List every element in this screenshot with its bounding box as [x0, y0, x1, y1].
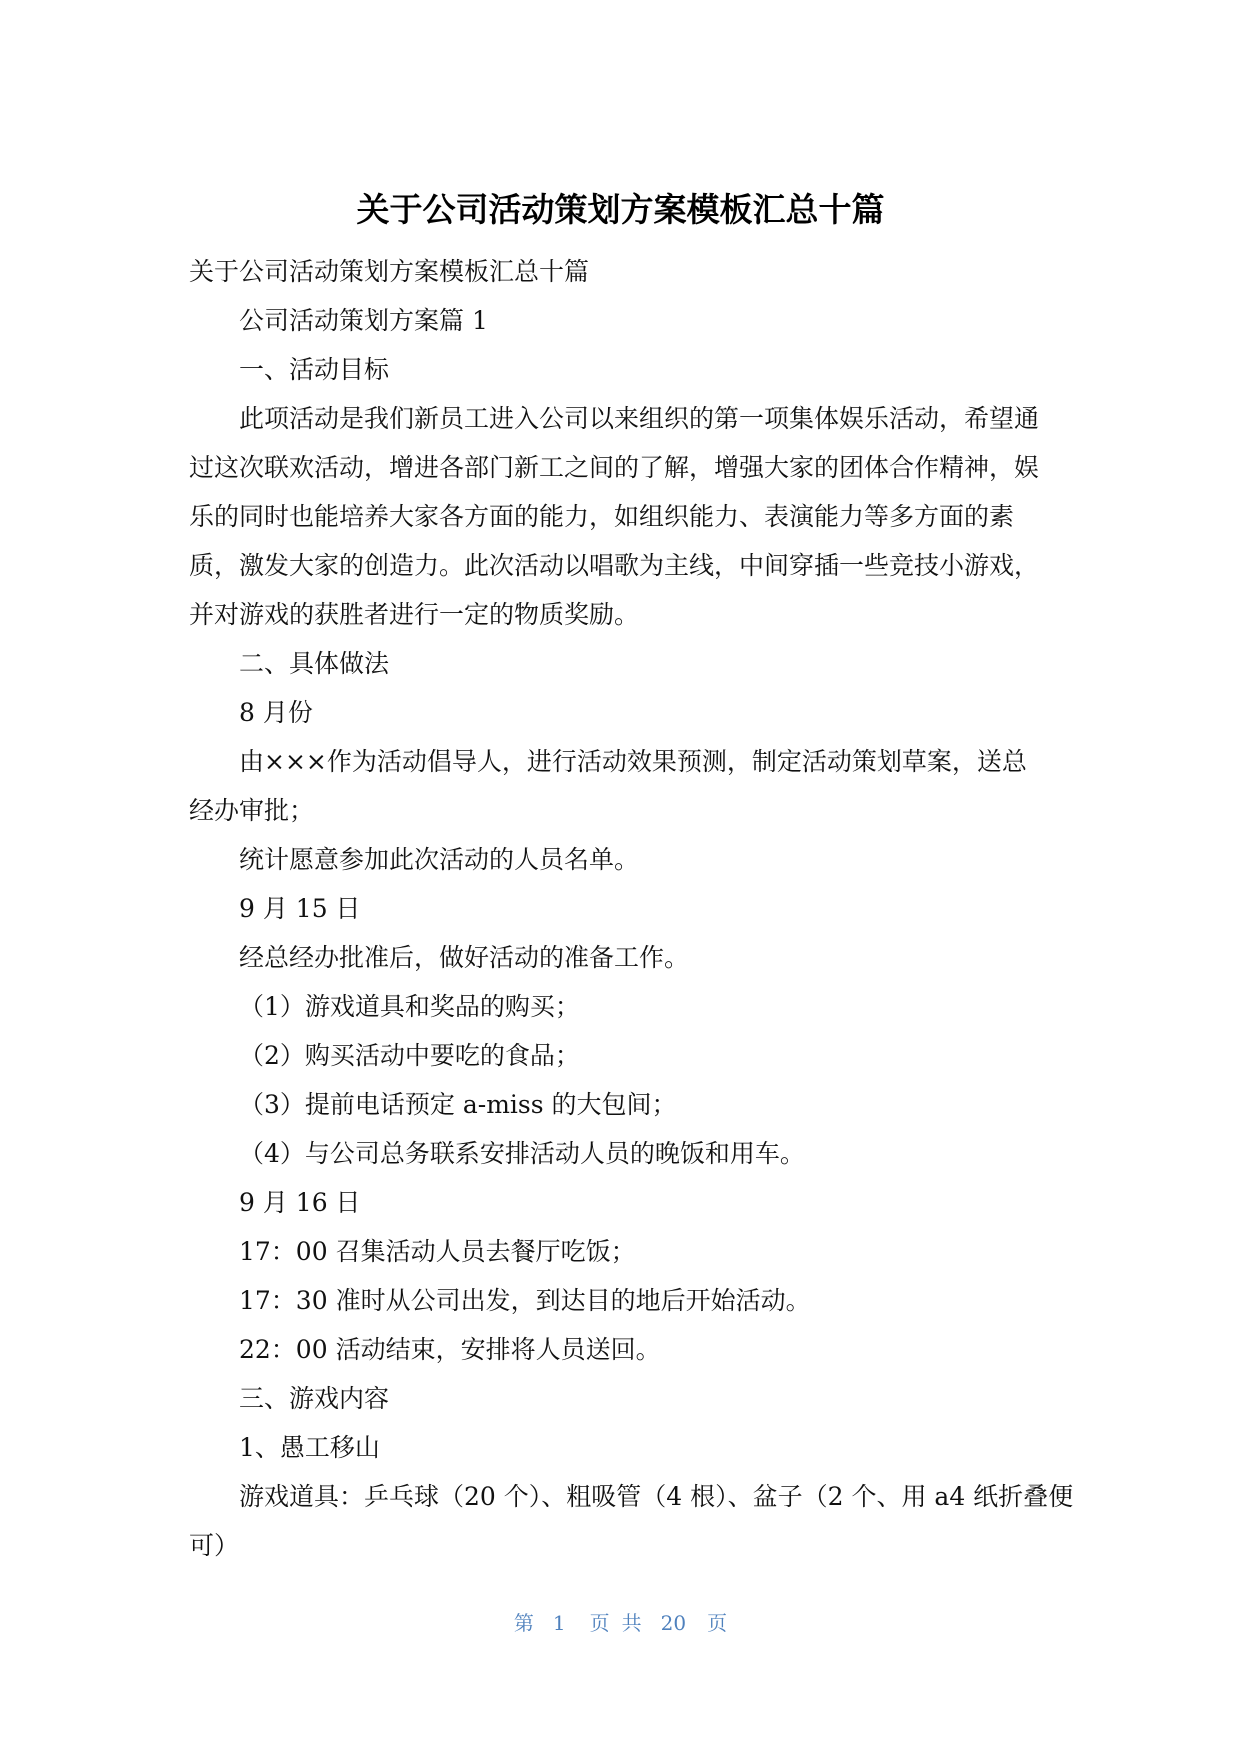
section-heading: 三、游戏内容	[239, 1384, 390, 1413]
footer-total-suffix: 页	[707, 1611, 728, 1635]
paragraph-line: 经总经办批准后，做好活动的准备工作。	[239, 943, 690, 972]
subsection-heading: 1、愚工移山	[239, 1433, 380, 1462]
paragraph-line: 过这次联欢活动，增进各部门新工之间的了解，增强大家的团体合作精神，娱	[189, 453, 1040, 482]
footer-total-prefix: 共	[621, 1611, 642, 1635]
document-subtitle: 关于公司活动策划方案模板汇总十篇	[189, 257, 590, 286]
paragraph-line: 可）	[189, 1531, 240, 1560]
footer-page-word: 页	[589, 1611, 610, 1635]
paragraph-line: 游戏道具：乒乓球（20 个）、粗吸管（4 根）、盆子（2 个、用 a4 纸折叠便	[239, 1482, 1074, 1511]
paragraph-line: 此项活动是我们新员工进入公司以来组织的第一项集体娱乐活动，希望通	[239, 404, 1040, 433]
paragraph-line: 由×××作为活动倡导人，进行活动效果预测，制定活动策划草案，送总	[239, 747, 1027, 776]
paragraph-line: 乐的同时也能培养大家各方面的能力，如组织能力、表演能力等多方面的素	[189, 502, 1015, 531]
page-footer	[0, 1610, 1241, 1636]
paragraph-line: 并对游戏的获胜者进行一定的物质奖励。	[189, 600, 640, 629]
date-line: 9 月 16 日	[239, 1188, 361, 1217]
schedule-line: 22：00 活动结束，安排将人员送回。	[239, 1335, 661, 1364]
list-item: （2）购买活动中要吃的食品；	[239, 1041, 580, 1070]
footer-page-prefix: 第	[513, 1611, 534, 1635]
paragraph-line: 统计愿意参加此次活动的人员名单。	[239, 845, 640, 874]
list-item: （3）提前电话预定 a-miss 的大包间；	[239, 1090, 677, 1119]
paragraph-line: 质，激发大家的创造力。此次活动以唱歌为主线，中间穿插一些竞技小游戏，	[189, 551, 1040, 580]
section-heading: 一、活动目标	[239, 355, 390, 384]
section-heading: 二、具体做法	[239, 649, 390, 678]
list-item: （4）与公司总务联系安排活动人员的晚饭和用车。	[239, 1139, 805, 1168]
footer-total-pages: 20	[660, 1611, 687, 1635]
document-body	[189, 247, 1074, 1570]
list-item: （1）游戏道具和奖品的购买；	[239, 992, 580, 1021]
date-line: 8 月份	[239, 698, 313, 727]
paragraph-line: 经办审批；	[189, 796, 315, 825]
footer-current-page: 1	[552, 1611, 566, 1635]
document-title: 关于公司活动策划方案模板汇总十篇	[356, 191, 885, 228]
chapter-heading: 公司活动策划方案篇 1	[239, 306, 488, 335]
schedule-line: 17：30 准时从公司出发，到达目的地后开始活动。	[239, 1286, 811, 1315]
date-line: 9 月 15 日	[239, 894, 361, 923]
schedule-line: 17：00 召集活动人员去餐厅吃饭；	[239, 1237, 636, 1266]
